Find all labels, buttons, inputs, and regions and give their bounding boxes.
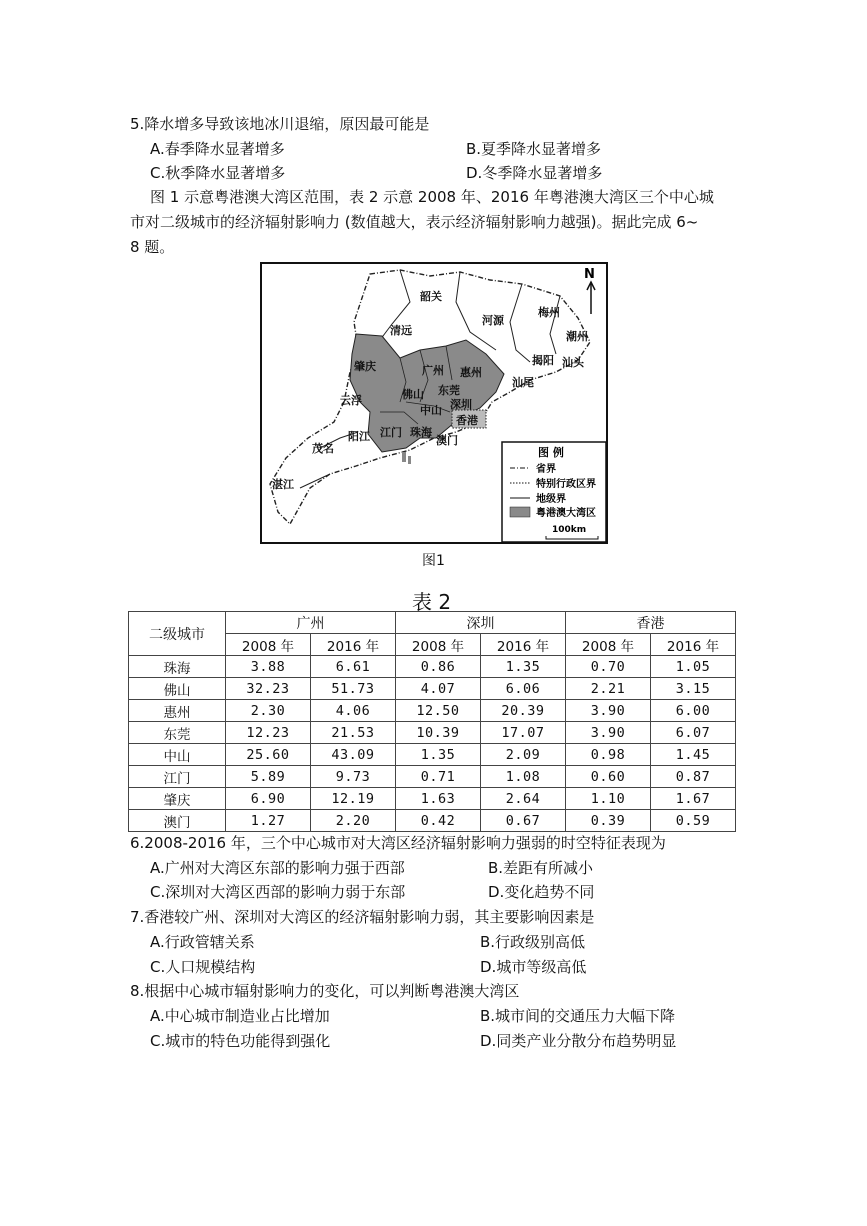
value-cell: 0.98 (566, 744, 651, 766)
value-cell: 0.39 (566, 810, 651, 832)
value-cell: 21.53 (311, 722, 396, 744)
q8-option-d: D.同类产业分散分布趋势明显 (480, 1032, 677, 1050)
city-label: 中山 (420, 404, 442, 417)
value-cell: 12.23 (226, 722, 311, 744)
value-cell: 1.35 (481, 656, 566, 678)
value-cell: 6.00 (651, 700, 736, 722)
q6-option-b: B.差距有所减小 (488, 859, 594, 877)
city-label: 阳江 (348, 430, 370, 443)
year-header: 2008 年 (566, 634, 651, 656)
value-cell: 10.39 (396, 722, 481, 744)
value-cell: 17.07 (481, 722, 566, 744)
center-header: 深圳 (396, 612, 566, 634)
city-cell: 江门 (129, 766, 226, 788)
city-label: 香港 (456, 414, 478, 427)
value-cell: 0.60 (566, 766, 651, 788)
table-row (129, 788, 736, 810)
year-header: 2008 年 (226, 634, 311, 656)
value-cell: 2.30 (226, 700, 311, 722)
value-cell: 1.10 (566, 788, 651, 810)
value-cell: 0.71 (396, 766, 481, 788)
city-label: 肇庆 (354, 360, 376, 373)
value-cell: 43.09 (311, 744, 396, 766)
value-cell: 0.86 (396, 656, 481, 678)
value-cell: 1.05 (651, 656, 736, 678)
city-cell: 珠海 (129, 656, 226, 678)
table-row (129, 766, 736, 788)
q8-stem: 8.根据中心城市辐射影响力的变化，可以判断粤港澳大湾区 (130, 982, 520, 1000)
q5-option-a: A.春季降水显著增多 (150, 140, 285, 158)
value-cell: 6.07 (651, 722, 736, 744)
value-cell: 2.20 (311, 810, 396, 832)
year-header: 2016 年 (481, 634, 566, 656)
city-label: 韶关 (420, 290, 442, 303)
city-label: 茂名 (312, 442, 334, 455)
map-caption: 图1 (422, 553, 445, 569)
q6-option-a: A.广州对大湾区东部的影响力强于西部 (150, 859, 405, 877)
table-body (129, 656, 736, 832)
q8-option-b: B.城市间的交通压力大幅下降 (480, 1007, 676, 1025)
value-cell: 4.07 (396, 678, 481, 700)
value-cell: 0.87 (651, 766, 736, 788)
table-row (129, 810, 736, 832)
q5-option-d: D.冬季降水显著增多 (466, 164, 603, 182)
value-cell: 3.90 (566, 700, 651, 722)
q8-option-c: C.城市的特色功能得到强化 (150, 1032, 331, 1050)
value-cell: 1.45 (651, 744, 736, 766)
table-row (129, 744, 736, 766)
city-cell: 佛山 (129, 678, 226, 700)
q6-option-d: D.变化趋势不同 (488, 883, 595, 901)
value-cell: 20.39 (481, 700, 566, 722)
island (408, 456, 411, 464)
value-cell: 25.60 (226, 744, 311, 766)
city-label: 梅州 (538, 306, 560, 319)
value-cell: 12.50 (396, 700, 481, 722)
value-cell: 1.27 (226, 810, 311, 832)
value-cell: 5.89 (226, 766, 311, 788)
row-header: 二级城市 (129, 612, 226, 656)
value-cell: 6.06 (481, 678, 566, 700)
center-header: 香港 (566, 612, 736, 634)
city-label: 汕头 (562, 356, 584, 369)
city-label: 云浮 (340, 394, 362, 407)
city-label: 揭阳 (532, 354, 554, 367)
q7-option-b: B.行政级别高低 (480, 933, 586, 951)
map-legend (502, 442, 606, 542)
city-cell: 东莞 (129, 722, 226, 744)
city-cell: 中山 (129, 744, 226, 766)
q8-option-a: A.中心城市制造业占比增加 (150, 1007, 330, 1025)
value-cell: 6.61 (311, 656, 396, 678)
island (402, 452, 406, 462)
intro-line-1: 图 1 示意粤港澳大湾区范围，表 2 示意 2008 年、2016 年粤港澳大湾区三个中心城 (150, 188, 714, 206)
value-cell: 3.90 (566, 722, 651, 744)
city-label: 湛江 (272, 478, 294, 491)
legend-item: 省界 (536, 464, 556, 475)
table-row (129, 678, 736, 700)
city-cell: 肇庆 (129, 788, 226, 810)
q5-option-c: C.秋季降水显著增多 (150, 164, 286, 182)
city-label: 汕尾 (512, 376, 534, 389)
city-label: 广州 (422, 364, 444, 377)
table-row (129, 700, 736, 722)
legend-item: 粤港澳大湾区 (536, 508, 596, 519)
value-cell: 2.64 (481, 788, 566, 810)
city-label: 清远 (390, 324, 412, 337)
city-label: 澳门 (436, 434, 458, 447)
value-cell: 1.63 (396, 788, 481, 810)
q5-option-b: B.夏季降水显著增多 (466, 140, 602, 158)
city-cell: 澳门 (129, 810, 226, 832)
city-label: 潮州 (566, 330, 588, 343)
q6-option-c: C.深圳对大湾区西部的影响力弱于东部 (150, 883, 406, 901)
q5-stem: 5.降水增多导致该地冰川退缩，原因最可能是 (130, 115, 430, 133)
legend-title: 图 例 (538, 446, 564, 459)
value-cell: 51.73 (311, 678, 396, 700)
bay-area-map (260, 262, 608, 544)
value-cell: 1.08 (481, 766, 566, 788)
city-label: 佛山 (402, 388, 424, 401)
city-label: 深圳 (450, 398, 472, 411)
svg-text:N: N (584, 267, 595, 282)
q7-stem: 7.香港较广州、深圳对大湾区的经济辐射影响力弱，其主要影响因素是 (130, 908, 595, 926)
value-cell: 3.88 (226, 656, 311, 678)
intro-line-3: 8 题。 (130, 238, 175, 256)
city-label: 珠海 (410, 426, 432, 439)
city-label: 东莞 (438, 384, 460, 397)
table-title: 表 2 (412, 590, 452, 614)
legend-item: 地级界 (536, 494, 566, 505)
value-cell: 1.67 (651, 788, 736, 810)
legend-scale: 100km (552, 525, 587, 535)
influence-table (128, 611, 736, 832)
city-label: 河源 (482, 314, 504, 327)
year-header: 2008 年 (396, 634, 481, 656)
value-cell: 3.15 (651, 678, 736, 700)
value-cell: 0.59 (651, 810, 736, 832)
value-cell: 2.09 (481, 744, 566, 766)
value-cell: 1.35 (396, 744, 481, 766)
q7-option-a: A.行政管辖关系 (150, 933, 255, 951)
legend-item: 特别行政区界 (536, 479, 596, 490)
value-cell: 4.06 (311, 700, 396, 722)
city-label: 惠州 (460, 366, 482, 379)
value-cell: 6.90 (226, 788, 311, 810)
year-header: 2016 年 (651, 634, 736, 656)
q7-option-d: D.城市等级高低 (480, 958, 587, 976)
value-cell: 12.19 (311, 788, 396, 810)
intro-line-2: 市对二级城市的经济辐射影响力 (数值越大，表示经济辐射影响力越强)。据此完成 6~ (130, 213, 699, 231)
value-cell: 9.73 (311, 766, 396, 788)
center-header: 广州 (226, 612, 396, 634)
table-row (129, 722, 736, 744)
city-label: 江门 (380, 426, 402, 439)
city-cell: 惠州 (129, 700, 226, 722)
q6-stem: 6.2008-2016 年，三个中心城市对大湾区经济辐射影响力强弱的时空特征表现为 (130, 834, 666, 852)
value-cell: 0.70 (566, 656, 651, 678)
table-row (129, 656, 736, 678)
value-cell: 0.67 (481, 810, 566, 832)
value-cell: 32.23 (226, 678, 311, 700)
value-cell: 0.42 (396, 810, 481, 832)
value-cell: 2.21 (566, 678, 651, 700)
year-header: 2016 年 (311, 634, 396, 656)
q7-option-c: C.人口规模结构 (150, 958, 256, 976)
